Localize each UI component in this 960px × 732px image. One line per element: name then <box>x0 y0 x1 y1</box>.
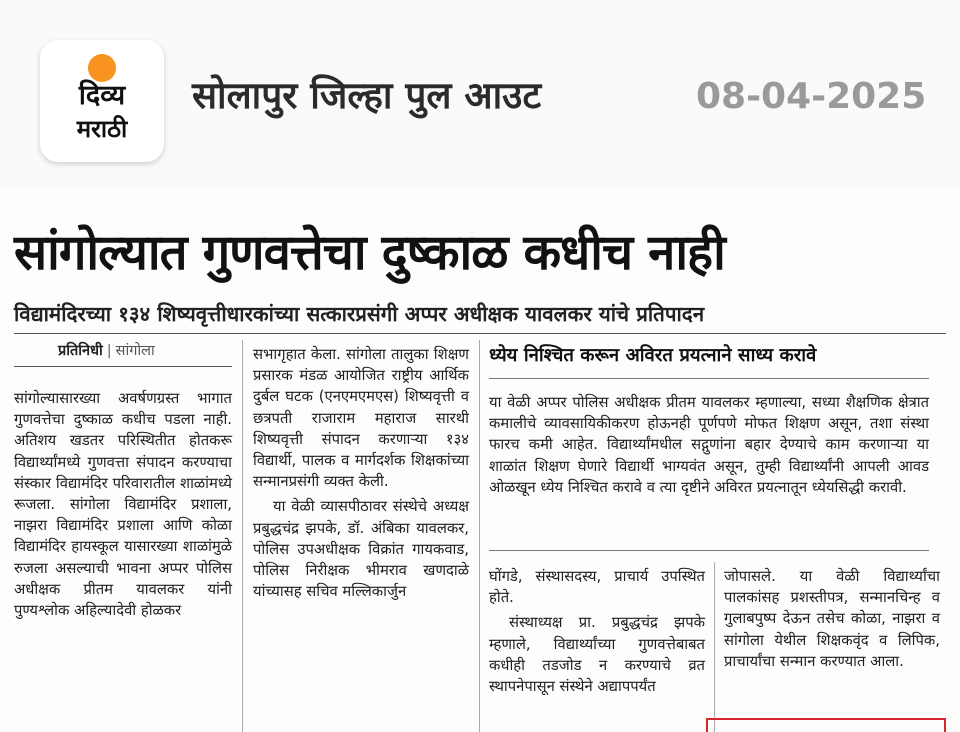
byline-divider <box>14 366 232 367</box>
column-divider <box>479 340 480 732</box>
byline <box>58 340 155 360</box>
column-divider <box>242 340 243 732</box>
byline-label: प्रतिनिधी <box>58 343 103 359</box>
article-column-3 <box>489 392 929 498</box>
box-title: ध्येय निश्चित करून अविरत प्रयत्नाने साध्य करावे <box>489 345 817 366</box>
box-title-underline <box>489 378 929 379</box>
article-subheadline: विद्यामंदिरच्या १३४ शिष्यवृत्तीधारकांच्या सत्कारप्रसंगी अप्पर अधीक्षक यावलकर यांचे प्रतिपादन <box>14 302 705 326</box>
box-bottom-divider <box>489 550 929 551</box>
page-title: सोलापुर जिल्हा पुल आउट <box>192 74 542 117</box>
paragraph: सभागृहात केला. सांगोला तालुका शिक्षण प्रसारक मंडळ आयोजित राष्ट्रीय आर्थिक दुर्बल घटक (एनएमएमएस) शिष्यवृत्ती व छत्रपती राजाराम महाराज सारथी शिष्यवृत्ती संपादन करणाऱ्या १३४ विद्यार्थी, पालक व मार्गदर्शक शिक्षकांच्या सन्मानप्रसंगी व्यक्त केली. <box>253 346 469 491</box>
page-date: 08-04-2025 <box>696 76 927 117</box>
divya-marathi-logo[interactable] <box>40 40 164 162</box>
paragraph: घोंगडे, संस्थासदस्य, प्राचार्य उपस्थित होते. <box>489 568 705 607</box>
paragraph: या वेळी व्यासपीठावर संस्थेचे अध्यक्ष प्रबुद्धचंद्र झपके, डॉ. अंबिका यावलकर, पोलिस उपअधीक्षक विक्रांत गायकवाड, पोलिस निरीक्षक भीमराव खणदाळे यांच्यासह सचिव मल्लिकार्जुन <box>253 498 469 601</box>
article-column-1 <box>14 388 232 621</box>
paragraph: जोपासले. या वेळी विद्यार्थ्यांचा पालकांसह प्रशस्तीपत्र, सन्मानचिन्ह व गुलाबपुष्प देऊन तसेच कोळा, नाझरा व सांगोला येथील शिक्षकवृंद व लिपिक, प्राचार्यांचा सन्मान करण्यात आला. <box>724 568 940 670</box>
article-column-5 <box>724 566 940 672</box>
article-column-2 <box>253 344 469 602</box>
column-divider <box>714 562 715 732</box>
byline-separator: | <box>106 343 112 359</box>
paragraph: या वेळी अप्पर पोलिस अधीक्षक प्रीतम यावलकर म्हणाल्या, सध्या शैक्षणिक क्षेत्रात कमालीचे व्यावसायिकीकरण होऊनही पूर्णपणे मोफत शिक्षण असून, तशा संस्था फारच कमी आहेत. विद्यार्थ्यांमधील सद्गुणांना बहार देण्याचे काम करणाऱ्या या शाळांत शिक्षण घेणारे विद्यार्थी भाग्यवंत असून, तुम्ही विद्यार्थ्यांनी आपली आवड ओळखून ध्येय निश्चित करावे व त्या दृष्टीने अविरत प्रयत्नातून ध्येयसिद्धी करावी. <box>489 394 929 496</box>
article-column-4 <box>489 566 705 697</box>
subhead-divider <box>14 333 946 334</box>
article-headline: सांगोल्यात गुणवत्तेचा दुष्काळ कधीच नाही <box>14 224 725 281</box>
next-article-box-edge <box>706 718 946 732</box>
paragraph: सांगोल्यासारख्या अवर्षणग्रस्त भागात गुणवत्तेचा दुष्काळ कधीच पडला नाही. अतिशय खडतर परिस्थितीत होतकरू विद्यार्थ्यांमध्ये गुणवत्ता संपादन करण्याचा संस्कार विद्यामंदिर परिवारातील शाळांमध्ये रूजला. सांगोला विद्यामंदिर प्रशाला, नाझरा विद्यामंदिर प्रशाला आणि कोळा विद्यामंदिर हायस्कूल यासारख्या शाळांमुळे रुजला असल्याची भावना अप्पर पोलिस अधीक्षक प्रीतम यावलकर यांनी पुण्यश्लोक अहिल्यादेवी होळकर <box>14 390 232 620</box>
logo-text-line2: मराठी <box>76 115 128 143</box>
byline-place: सांगोला <box>115 343 155 359</box>
paragraph: संस्थाध्यक्ष प्रा. प्रबुद्धचंद्र झपके म्हणाले, विद्यार्थ्यांच्या गुणवत्तेबाबत कधीही तडजोड न करण्याचे व्रत स्थापनेपासून संस्थेने अद्यापपर्यंत <box>489 614 705 696</box>
header-bar <box>0 0 960 190</box>
logo-text-line1: दिव्य <box>78 80 126 111</box>
logo-sun-icon <box>88 54 116 82</box>
newspaper-clipping <box>0 190 960 732</box>
